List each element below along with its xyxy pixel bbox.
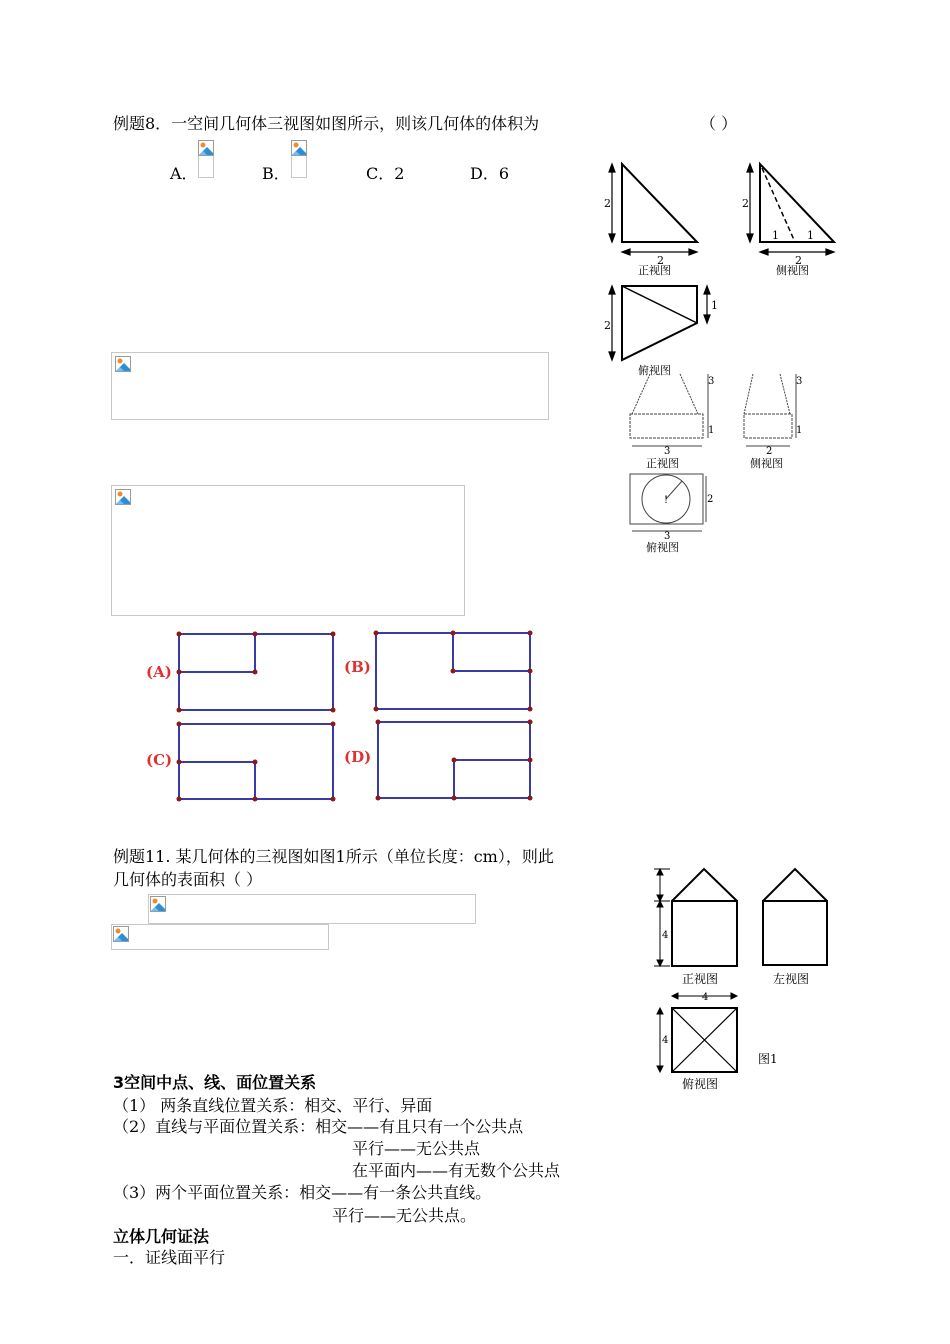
option-c: C．2 [366, 164, 405, 183]
option-b-formula-image [291, 140, 307, 178]
svg-text:1: 1 [796, 425, 803, 436]
svg-text:3: 3 [796, 376, 803, 387]
svg-text:2: 2 [604, 319, 611, 332]
svg-text:3: 3 [708, 376, 715, 387]
section3-line4: 在平面内——有无数个公共点 [352, 1161, 561, 1180]
option-d: D．6 [470, 164, 510, 183]
top-view-label-2: 俯视图 [646, 541, 679, 554]
front-view-label-2: 正视图 [646, 457, 679, 470]
front-view-square [672, 901, 737, 966]
option-label-d: (D) [344, 748, 372, 766]
proof-heading: 立体几何证法 [113, 1227, 210, 1246]
side-view-label-2: 侧视图 [750, 457, 783, 470]
svg-text:2: 2 [604, 197, 611, 210]
svg-text:1: 1 [772, 229, 779, 242]
svg-text:!: ! [664, 495, 669, 506]
section3-line1: （1） 两条直线位置关系：相交、平行、异面 [113, 1096, 433, 1115]
svg-text:2: 2 [742, 197, 749, 210]
section3-line2: （2）直线与平面位置关系：相交——有且只有一个公共点 [113, 1117, 524, 1136]
svg-text:1: 1 [708, 425, 715, 436]
solution-image-placeholder [148, 894, 476, 924]
broken-image-icon [115, 356, 131, 372]
options-figure [140, 625, 540, 805]
broken-image-icon [198, 140, 214, 156]
option-a: A． [170, 164, 198, 183]
broken-image-icon [115, 489, 131, 505]
svg-text:1: 1 [711, 299, 718, 312]
example8-question: 例题8．一空间几何体三视图如图所示，则该几何体的体积为 [113, 114, 540, 133]
top-view-label: 俯视图 [638, 364, 671, 376]
svg-text:4: 4 [662, 1035, 669, 1046]
option-a-formula-image [198, 140, 214, 178]
svg-text:4: 4 [702, 992, 709, 1003]
three-view-figure-3 [648, 862, 848, 1094]
side-view-label: 侧视图 [776, 264, 809, 277]
svg-text:2: 2 [795, 254, 802, 267]
solution-image-placeholder [111, 352, 549, 420]
top-view-label-3: 俯视图 [682, 1077, 719, 1091]
solution-image-placeholder [111, 485, 465, 616]
top-view-shape [622, 286, 697, 360]
section3-line3: 平行——无公共点 [352, 1139, 481, 1158]
option-label-a: (A) [146, 663, 172, 681]
front-view-label: 正视图 [638, 264, 671, 277]
option-label-c: (C) [146, 751, 173, 769]
svg-text:2: 2 [657, 254, 664, 267]
broken-image-icon [113, 926, 129, 942]
example11-line1: 例题11. 某几何体的三视图如图1所示（单位长度：cm），则此 [113, 847, 554, 866]
three-view-figure-2 [620, 370, 840, 560]
example11-line2: 几何体的表面积（ ） [113, 870, 263, 889]
svg-text:1: 1 [807, 229, 814, 242]
svg-text:2: 2 [766, 446, 773, 457]
option-label-b: (B) [344, 658, 371, 676]
section3-line6: 平行——无公共点。 [332, 1206, 477, 1225]
proof-item1: 一．证线面平行 [113, 1248, 226, 1267]
broken-image-icon [150, 896, 166, 912]
three-view-figure-1 [596, 158, 846, 376]
svg-text:3: 3 [664, 446, 671, 457]
example8-answer-paren: （ ） [700, 114, 738, 133]
left-view-square [763, 901, 827, 965]
solution-image-placeholder [111, 924, 329, 950]
option-b: B． [262, 164, 290, 183]
section3-heading: 3空间中点、线、面位置关系 [113, 1073, 317, 1092]
left-view-label-3: 左视图 [773, 972, 810, 986]
front-view-label-3: 正视图 [682, 972, 719, 986]
svg-text:4: 4 [662, 930, 669, 941]
svg-text:2: 2 [707, 494, 714, 505]
section3-line5: （3）两个平面位置关系：相交——有一条公共直线。 [113, 1183, 492, 1202]
broken-image-icon [291, 140, 307, 156]
svg-text:3: 3 [664, 531, 671, 542]
figure-1-label: 图1 [758, 1052, 778, 1066]
front-view-triangle [622, 164, 697, 242]
